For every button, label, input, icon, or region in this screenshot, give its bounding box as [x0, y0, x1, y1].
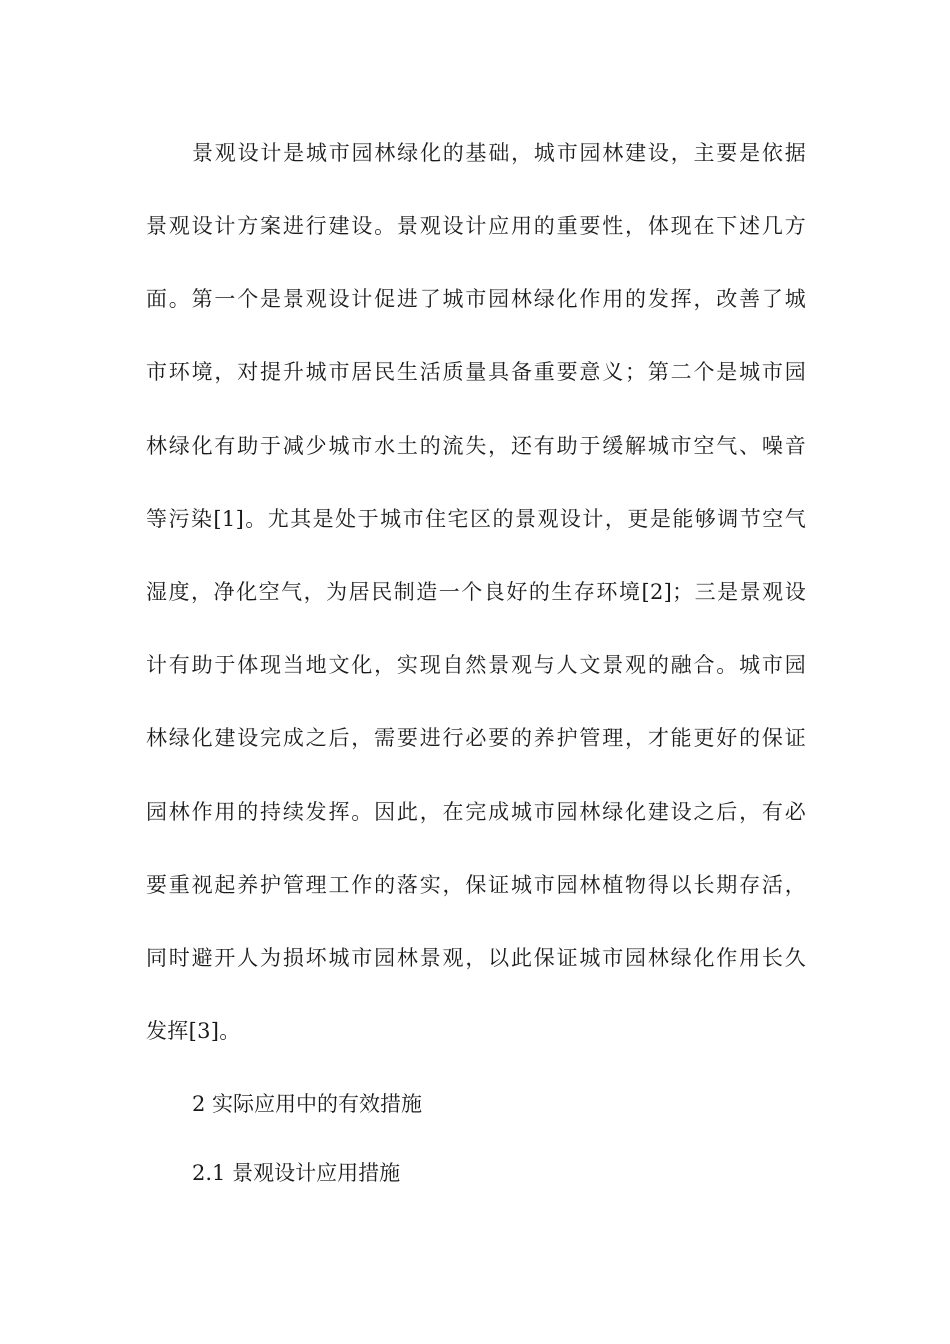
paragraph-line: 计有助于体现当地文化，实现自然景观与人文景观的融合。城市园	[146, 653, 806, 677]
subsection-heading: 2.1 景观设计应用措施	[192, 1161, 401, 1185]
paragraph-line: 湿度，净化空气，为居民制造一个良好的生存环境[2]；三是景观设	[146, 580, 806, 604]
paragraph-line: 面。第一个是景观设计促进了城市园林绿化作用的发挥，改善了城	[146, 287, 806, 311]
paragraph-line: 景观设计是城市园林绿化的基础，城市园林建设，主要是依据	[192, 141, 806, 165]
paragraph-line: 等污染[1]。尤其是处于城市住宅区的景观设计，更是能够调节空气	[146, 507, 806, 531]
paragraph-line: 林绿化有助于减少城市水土的流失，还有助于缓解城市空气、噪音	[146, 434, 806, 458]
paragraph-line: 林绿化建设完成之后，需要进行必要的养护管理，才能更好的保证	[146, 726, 806, 750]
paragraph-line: 同时避开人为损坏城市园林景观，以此保证城市园林绿化作用长久	[146, 946, 806, 970]
paragraph-line-last: 发挥[3]。	[146, 1019, 241, 1043]
paragraph-line: 景观设计方案进行建设。景观设计应用的重要性，体现在下述几方	[146, 214, 806, 238]
paragraph-line: 市环境，对提升城市居民生活质量具备重要意义；第二个是城市园	[146, 360, 806, 384]
paragraph-line: 园林作用的持续发挥。因此，在完成城市园林绿化建设之后，有必	[146, 800, 806, 824]
section-heading: 2 实际应用中的有效措施	[192, 1092, 423, 1116]
paragraph-line: 要重视起养护管理工作的落实，保证城市园林植物得以长期存活，	[146, 873, 806, 897]
